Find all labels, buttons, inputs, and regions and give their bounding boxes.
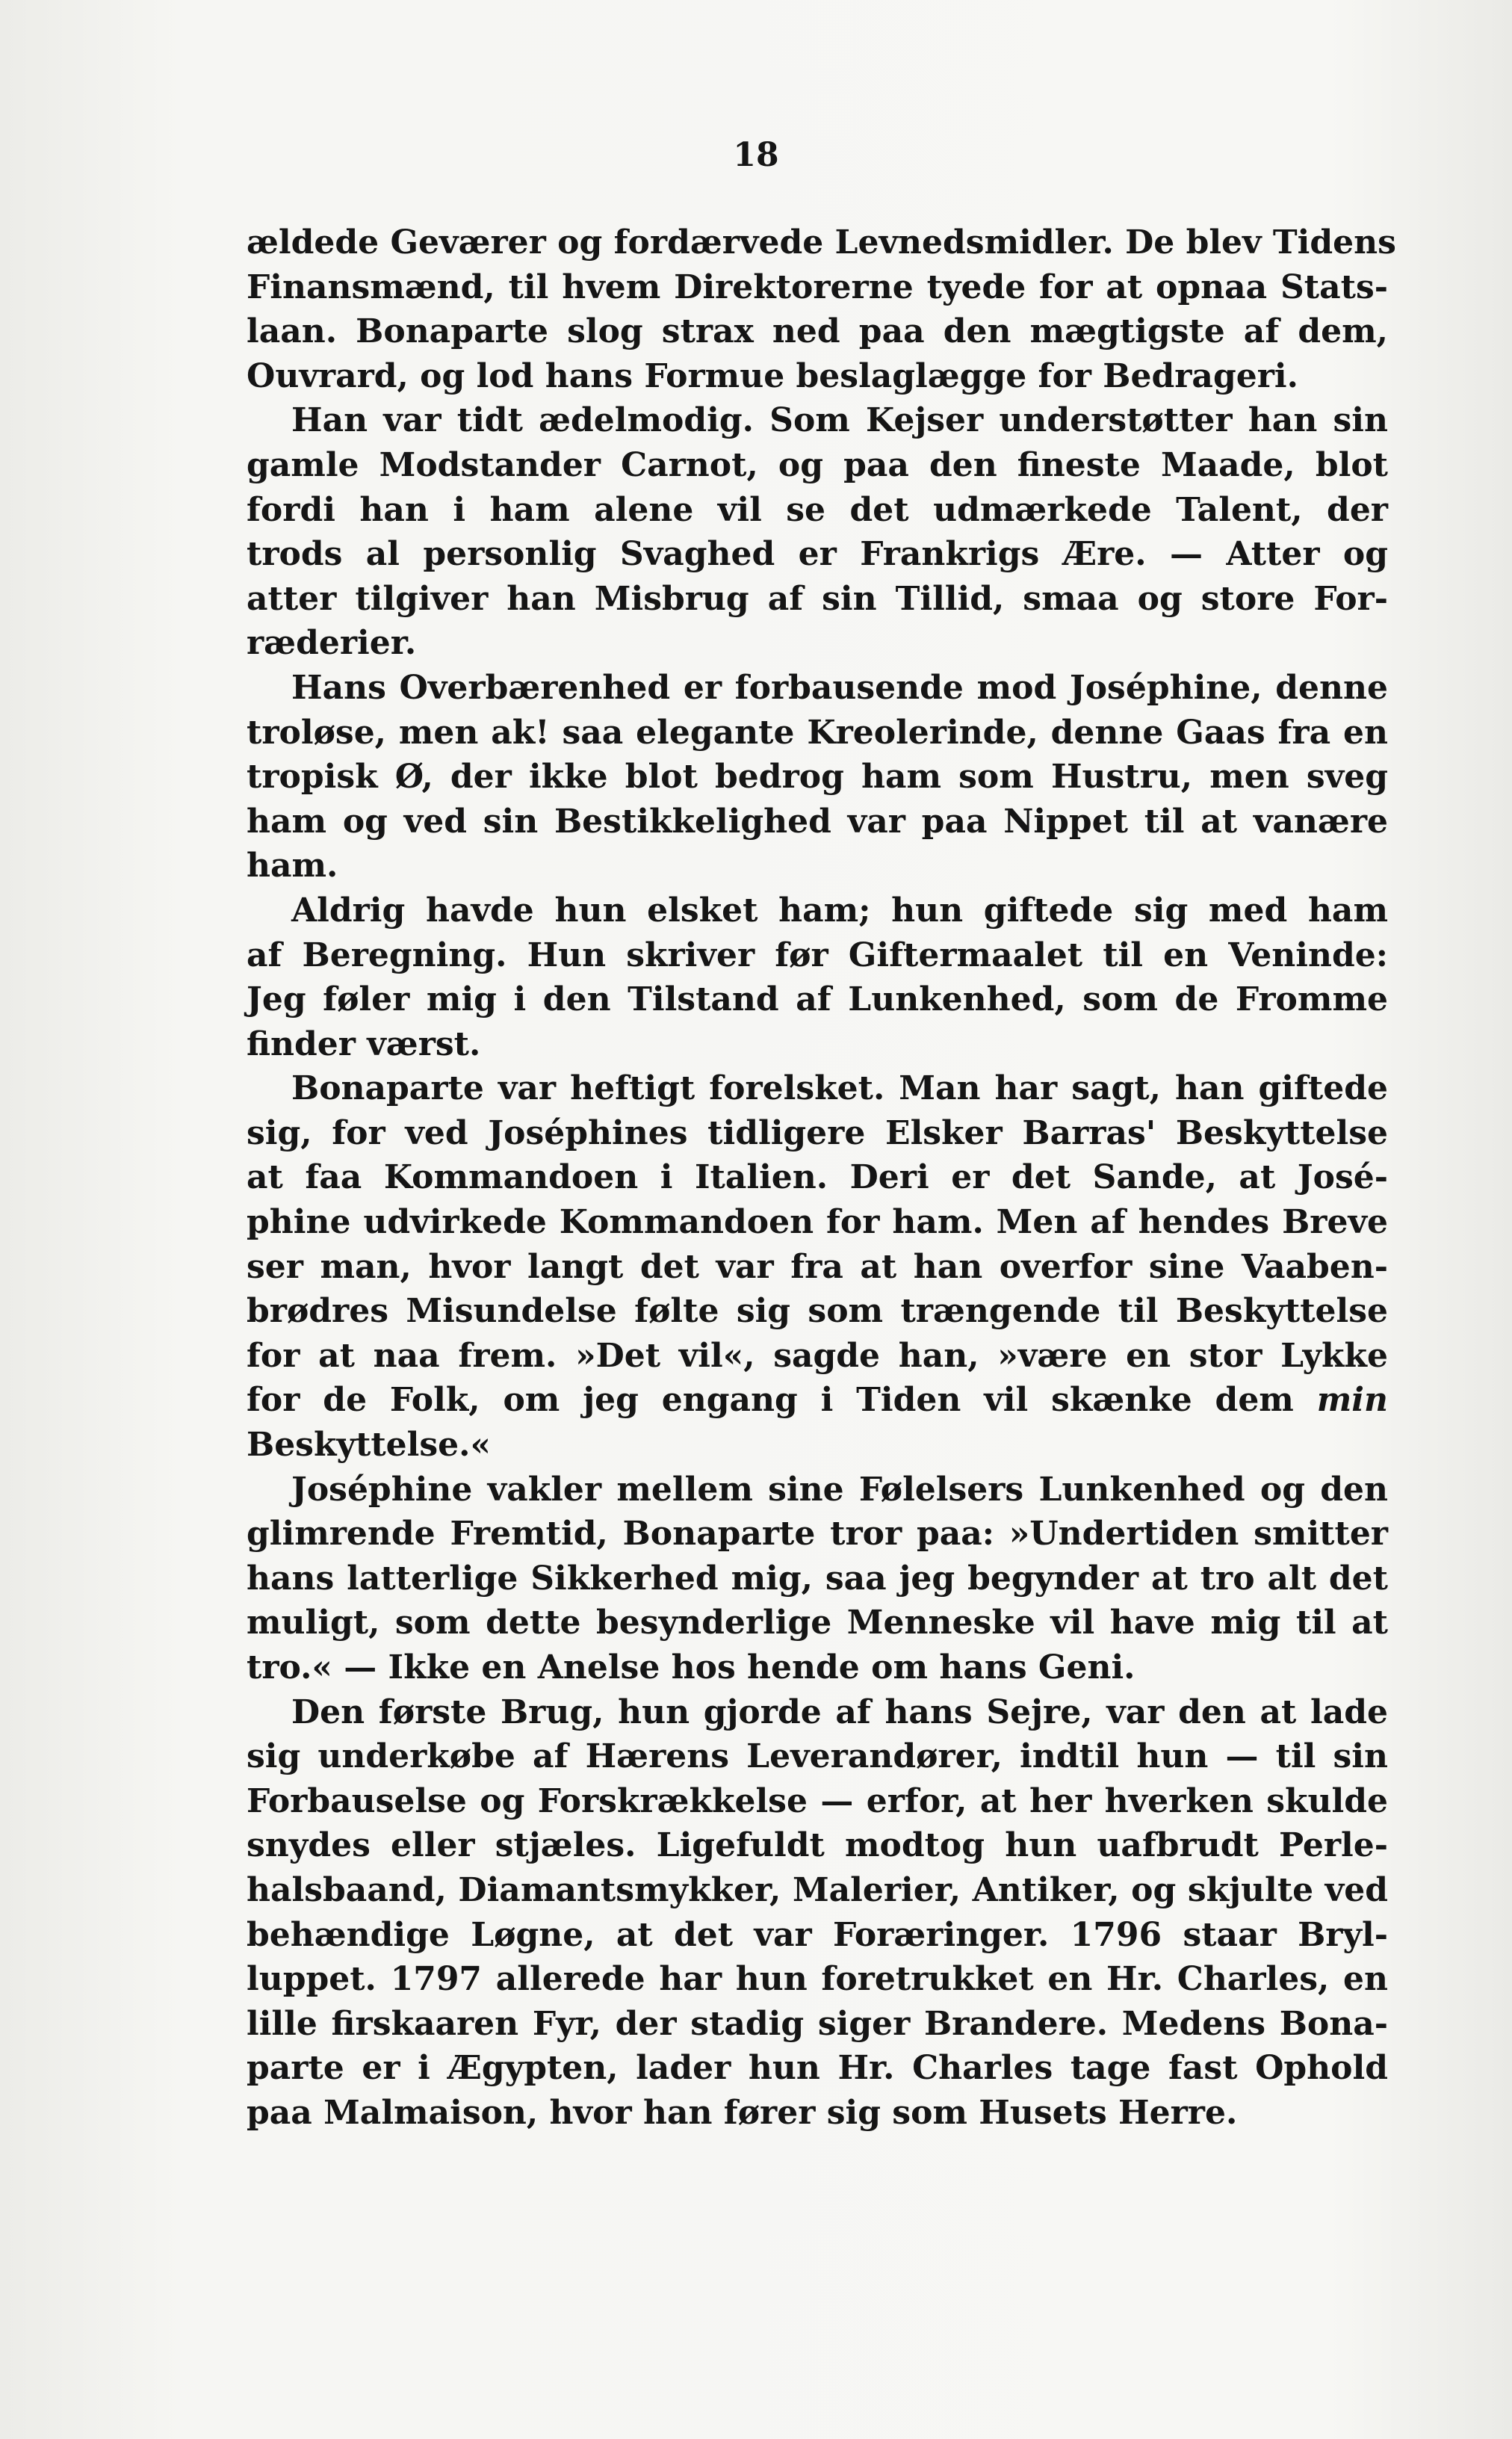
text-line: ham og ved sin Bestikkelighed var paa Nippet til at vanære xyxy=(247,802,1388,841)
text-line: for at naa frem. »Det vil«, sagde han, »være en stor Lykke xyxy=(247,1336,1388,1375)
text-line: tro.« — Ikke en Anelse hos hende om hans Geni. xyxy=(247,1648,1135,1687)
text-line: Joséphine vakler mellem sine Følelsers Lunkenhed og den xyxy=(291,1470,1388,1509)
text-line: ræderier. xyxy=(247,624,417,663)
text-line: hans latterlige Sikkerhed mig, saa jeg begynder at tro alt det xyxy=(247,1559,1388,1598)
text-line: luppet. 1797 allerede har hun foretrukket en Hr. Charles, en xyxy=(247,1960,1388,1999)
text-line: Hans Overbærenhed er forbausende mod Joséphine, denne xyxy=(291,668,1388,707)
text-line: phine udvirkede Kommandoen for ham. Men af hendes Breve xyxy=(247,1203,1388,1242)
text-line: Finansmænd, til hvem Direktorerne tyede for at opnaa Stats- xyxy=(247,268,1388,306)
text-line: Jeg føler mig i den Tilstand af Lunkenhed, som de Fromme xyxy=(247,980,1388,1019)
text-line: fordi han i ham alene vil se det udmærkede Talent, der xyxy=(247,490,1388,529)
text-line: finder værst. xyxy=(247,1024,481,1063)
text-line: sig underkøbe af Hærens Leverandører, indtil hun — til sin xyxy=(247,1737,1388,1776)
text-line: brødres Misundelse følte sig som trængende til Beskyttelse xyxy=(247,1292,1388,1331)
text-line: muligt, som dette besynderlige Menneske vil have mig til at xyxy=(247,1604,1388,1642)
body-text xyxy=(247,220,1396,2136)
text-line: paa Malmaison, hvor han fører sig som Husets Herre. xyxy=(247,2093,1238,2132)
text-line: af Beregning. Hun skriver før Giftermaalet til en Veninde: xyxy=(247,936,1388,974)
text-line: sig, for ved Joséphines tidligere Elsker Barras' Beskyttelse xyxy=(247,1113,1388,1152)
page-number: 18 xyxy=(733,136,779,174)
text-line: ser man, hvor langt det var fra at han overfor sine Vaaben- xyxy=(247,1247,1388,1286)
text-line: Ouvrard, og lod hans Formue beslaglægge for Bedrageri. xyxy=(247,356,1298,395)
text-line: parte er i Ægypten, lader hun Hr. Charles tage fast Ophold xyxy=(247,2049,1388,2088)
text-line: tropisk Ø, der ikke blot bedrog ham som Hustru, men sveg xyxy=(247,758,1388,797)
emphasized-word: min xyxy=(1316,1381,1388,1420)
text-line: halsbaand, Diamantsmykker, Malerier, Antiker, og skjulte ved xyxy=(247,1870,1388,1909)
text-line: at faa Kommandoen i Italien. Deri er det Sande, at José- xyxy=(247,1158,1388,1197)
text-line: ældede Geværer og fordærvede Levnedsmidler. De blev Tidens xyxy=(247,223,1396,262)
text-line: Bonaparte var heftigt forelsket. Man har sagt, han giftede xyxy=(291,1069,1388,1108)
text-line: Aldrig havde hun elsket ham; hun giftede sig med ham xyxy=(291,891,1388,930)
text-line: Forbauselse og Forskrækkelse — erfor, at her hverken skulde xyxy=(247,1781,1388,1820)
text-line: atter tilgiver han Misbrug af sin Tillid, smaa og store For- xyxy=(247,579,1388,618)
text-line: snydes eller stjæles. Ligefuldt modtog hun uafbrudt Perle- xyxy=(247,1826,1388,1865)
text-line: lille firskaaren Fyr, der stadig siger Brandere. Medens Bona- xyxy=(247,2004,1388,2043)
text-line: troløse, men ak! saa elegante Kreolerinde, denne Gaas fra en xyxy=(247,713,1388,752)
text-line: for de Folk, om jeg engang i Tiden vil skænke dem min xyxy=(247,1381,1388,1420)
text-line: Han var tidt ædelmodig. Som Kejser understøtter han sin xyxy=(291,401,1388,440)
text-line: glimrende Fremtid, Bonaparte tror paa: »Undertiden smitter xyxy=(247,1515,1388,1554)
text-line: gamle Modstander Carnot, og paa den fineste Maade, blot xyxy=(247,445,1388,484)
text-line: behændige Løgne, at det var Foræringer. 1796 staar Bryl- xyxy=(247,1915,1388,1954)
text-line: ham. xyxy=(247,847,338,885)
text-line: Beskyttelse.« xyxy=(247,1426,491,1465)
text-line: trods al personlig Svaghed er Frankrigs Ære. — Atter og xyxy=(247,535,1388,574)
text-line: Den første Brug, hun gjorde af hans Sejre, var den at lade xyxy=(291,1693,1388,1731)
text-line: laan. Bonaparte slog strax ned paa den mægtigste af dem, xyxy=(247,312,1388,351)
